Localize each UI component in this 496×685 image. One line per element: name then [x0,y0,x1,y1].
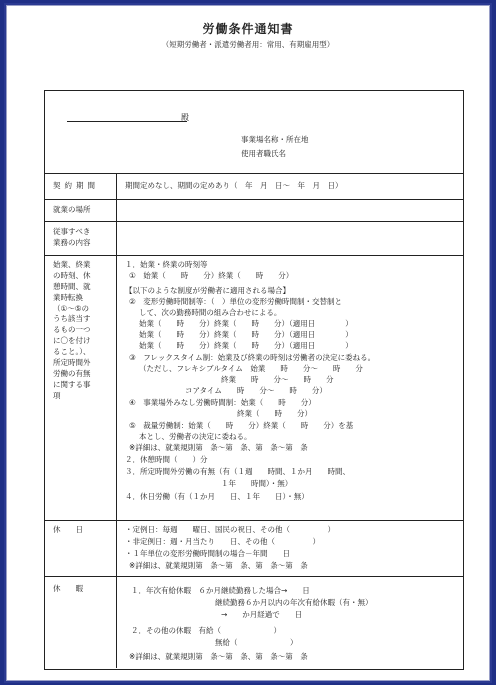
hours-line: ３．所定時間外労働の有無（有（１週 時間、１か月 時間、 [125,467,350,476]
workplace-label: 就業の場所 [53,205,91,214]
hours-line: ④ 事業場外みなし労働時間制：始業（ 時 分） [129,398,316,407]
document-page [6,5,490,681]
working-hours-label-line: うち該当す [53,314,91,324]
hours-line: ② 変形労働時間制等：（ ）単位の変形労働時間制・交替制と [129,297,342,306]
hours-line: して、次の勤務時間の組み合わせによる。 [139,308,282,317]
workplace-row [45,199,463,222]
working-hours-label-line: に〇を付け [53,336,91,346]
contract-period-row [45,173,463,200]
working-hours-label-line: の時刻、休 [53,270,91,280]
hours-line: 本とし、労働者の決定に委ねる。 [139,432,252,441]
holidays-line: ・定例日：毎週 曜日、国民の祝日、その他（ ） [125,525,335,534]
job-content-label-line: 従事すべき [53,227,91,236]
holidays-row [45,520,463,577]
holidays-line: ※詳細は、就業規則第 条～第 条、第 条～第 条 [129,561,308,570]
job-content-label-line: 業務の内容 [53,237,91,247]
leave-row [45,576,463,668]
recipient-suffix: 殿 [181,113,189,122]
working-hours-label-line: 憩時間、就 [53,281,91,291]
working-hours-row [45,255,463,521]
working-hours-label-line: 労働の有無 [53,368,91,378]
holidays-line: ・非定例日：週・月当たり 日、その他（ ） [125,537,320,546]
leave-line: １．年次有給休暇 ６か月継続勤務した場合→ 日 [131,586,310,595]
working-hours-label-line: ること。）、 [53,347,91,356]
hours-line: 始業（ 時 分）終業（ 時 分）（適用日 ） [139,319,353,328]
leave-line: ２．その他の休暇 有給（ ） [131,626,281,635]
working-hours-label-line: 所定時間外 [53,357,91,367]
employer-address-label: 事業場名称・所在地 [241,135,309,144]
working-hours-label-line: るもの一つ [53,325,91,335]
leave-line: 継続勤務６か月以内の年次有給休暇（有・無） [215,598,373,607]
working-hours-label-line: 始業、終業 [53,260,91,269]
hours-line: （ただし、フレキシブルタイム 始業 時 分～ 時 分 [139,364,363,373]
hours-line: ③ フレックスタイム制：始業及び終業の時刻は労働者の決定に委ねる。 [129,353,376,362]
leave-line: → か月経過で 日 [221,610,303,619]
hours-line: ４．休日労働（有（１か月 日、１年 日）・無） [125,492,309,501]
leave-label: 休 暇 [53,584,83,593]
leave-line: 無給（ ） [215,638,298,647]
contract-period-label: 契約期間 [53,181,99,190]
form-header [45,91,463,174]
hours-line: 終業 時 分～ 時 分 [221,375,334,384]
hours-line: コアタイム 時 分～ 時 分） [185,386,327,395]
hours-line: １年 時間）・無） [221,479,293,488]
hours-line: ※詳細は、就業規則第 条～第 条、第 条～第 条 [129,443,308,452]
notice-form [44,90,464,670]
hours-line: ① 始業（ 時 分）終業（ 時 分） [129,271,294,280]
leave-line: ※詳細は、就業規則第 条～第 条、第 条～第 条 [129,652,308,661]
hours-line: ⑤ 裁量労働制：始業（ 時 分）終業（ 時 分）を基 [129,421,354,430]
employer-name-label: 使用者職氏名 [241,149,286,158]
recipient-name-line [67,121,187,122]
hours-line: 始業（ 時 分）終業（ 時 分）（適用日 ） [139,341,353,350]
hours-line: 始業（ 時 分）終業（ 時 分）（適用日 ） [139,330,353,339]
hours-line: １．始業・終業の時刻等 [125,260,208,269]
hours-line: 【以下のような制度が労働者に適用される場合】 [125,286,290,295]
holidays-line: ・１年単位の変形労働時間制の場合－年間 日 [125,549,290,558]
working-hours-label-line: 項 [53,390,61,400]
holidays-label: 休 日 [53,525,83,534]
document-subtitle: （短期労働者・派遣労働者用：常用、有期雇用型） [161,40,335,49]
working-hours-label-line: （①～⑤の [53,303,89,313]
document-title: 労働条件通知書 [202,22,294,36]
working-hours-label-line: に関する事 [53,379,91,389]
hours-line: ２．休憩時間（ ）分 [125,455,208,464]
job-content-row [45,221,463,256]
hours-line: 終業（ 時 分） [237,409,312,418]
working-hours-label-line: 業時転換 [53,292,83,302]
contract-period-value: 期間定めなし、期間の定めあり（ 年 月 日～ 年 月 日） [125,181,343,190]
